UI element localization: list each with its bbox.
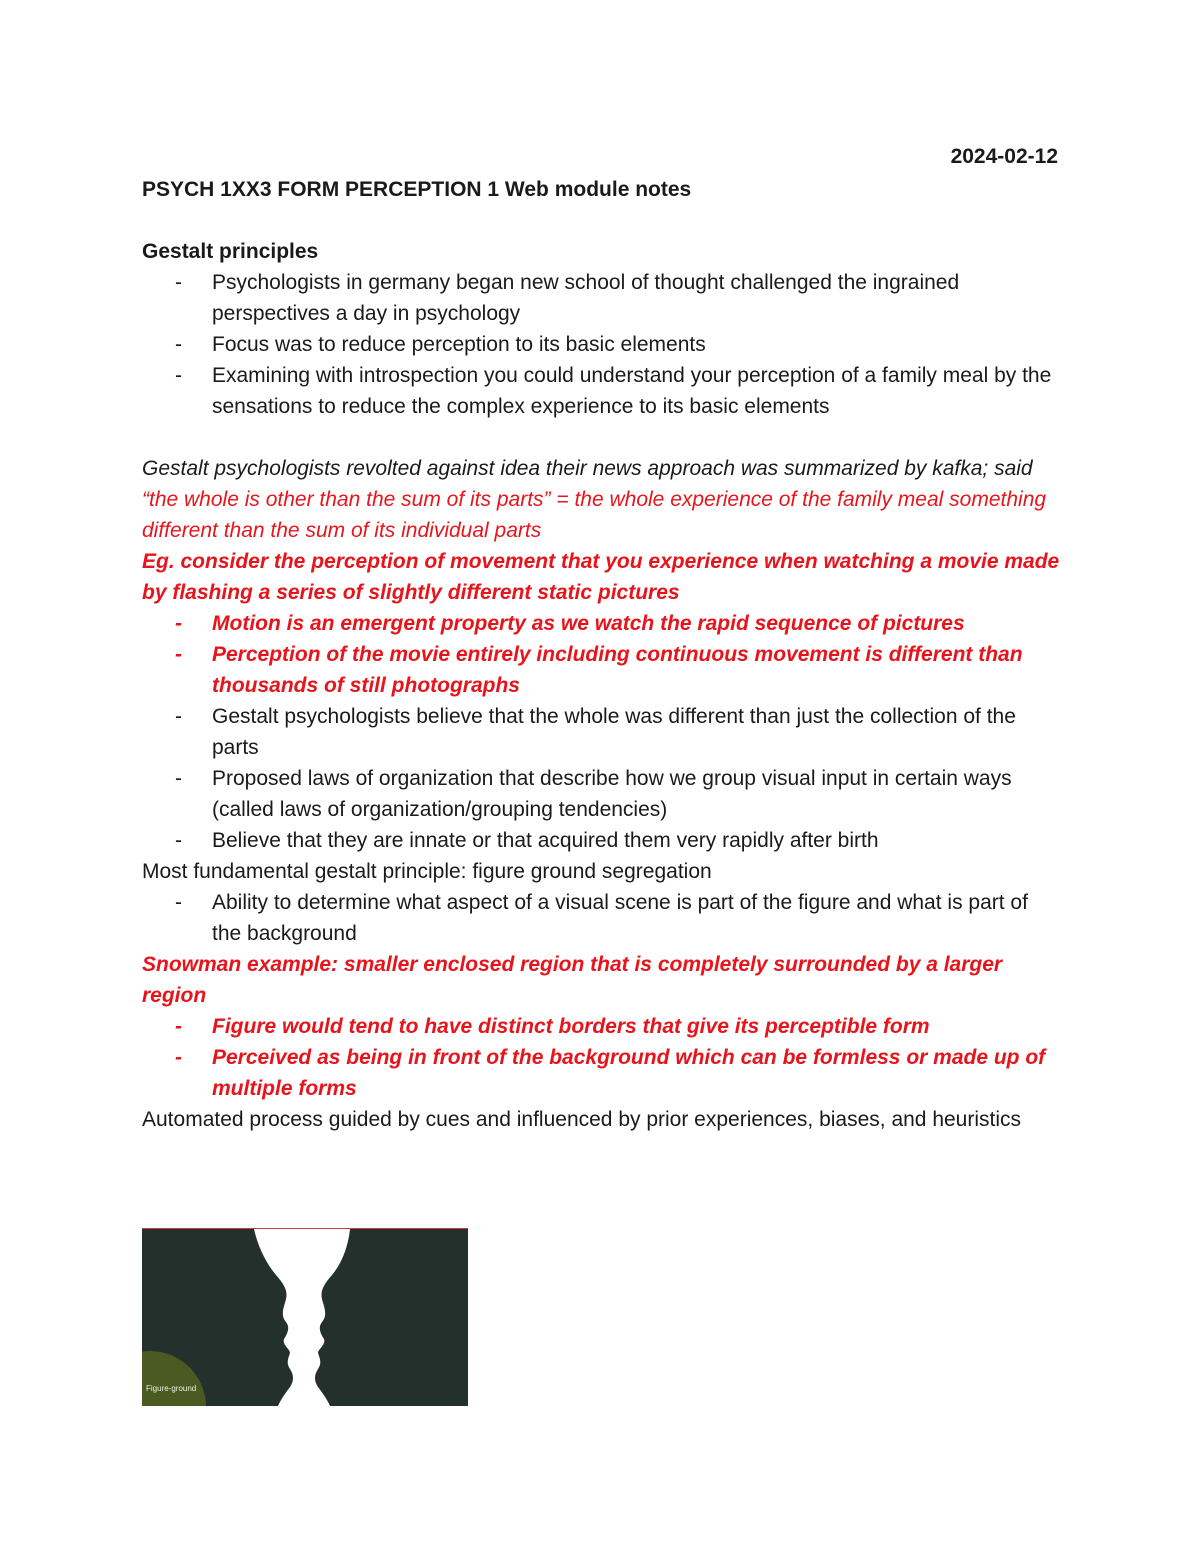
section-heading: Gestalt principles bbox=[142, 240, 319, 263]
list-item: - Focus was to reduce perception to its basic elements bbox=[142, 329, 1062, 360]
bullet-list-3 bbox=[142, 887, 1062, 949]
figure-label: Figure-ground bbox=[146, 1384, 197, 1393]
movie-example: Eg. consider the perception of movement that you experience when watching a movie made by flashing a series of slightly different static pictures bbox=[142, 550, 1060, 604]
bullet-dash: - bbox=[175, 364, 182, 387]
snowman-example: Snowman example: smaller enclosed region that is completely surrounded by a larger region bbox=[142, 953, 1003, 1007]
bullet-dash: - bbox=[175, 767, 182, 790]
bullet-dash: - bbox=[175, 891, 182, 914]
bullet-dash: - bbox=[175, 271, 182, 294]
bullet-dash: - bbox=[175, 643, 182, 666]
bullet-dash: - bbox=[175, 705, 182, 728]
bullet-list-1 bbox=[142, 267, 1062, 422]
bullet-list-2 bbox=[142, 701, 1062, 856]
bullet-dash: - bbox=[175, 1046, 182, 1069]
list-item: - Ability to determine what aspect of a visual scene is part of the figure and what is part of the background bbox=[142, 887, 1062, 949]
figure-ground-image bbox=[142, 1228, 468, 1406]
bullet-dash: - bbox=[175, 333, 182, 356]
list-item: - Perceived as being in front of the background which can be formless or made up of multiple forms bbox=[142, 1042, 1062, 1104]
list-item: - Perception of the movie entirely including continuous movement is different than thousands of still photographs bbox=[142, 639, 1062, 701]
bullet-dash: - bbox=[175, 612, 182, 635]
list-item: - Psychologists in germany began new school of thought challenged the ingrained perspectives a day in psychology bbox=[142, 267, 1062, 329]
document-content bbox=[142, 174, 1062, 1135]
list-item: - Examining with introspection you could understand your perception of a family meal by the sensations to reduce the complex experience to its basic elements bbox=[142, 360, 1062, 422]
list-item: - Believe that they are innate or that acquired them very rapidly after birth bbox=[142, 825, 1062, 856]
fundamental-principle: Most fundamental gestalt principle: figure ground segregation bbox=[142, 860, 712, 883]
vase-faces-illustration bbox=[142, 1229, 468, 1406]
list-item: - Motion is an emergent property as we watch the rapid sequence of pictures bbox=[142, 608, 1062, 639]
bullet-dash: - bbox=[175, 829, 182, 852]
bullet-dash: - bbox=[175, 1015, 182, 1038]
red-bullet-list-1 bbox=[142, 608, 1062, 701]
document-date: 2024-02-12 bbox=[950, 145, 1058, 168]
list-item: - Proposed laws of organization that describe how we group visual input in certain ways (called laws of organization/grouping tendencies) bbox=[142, 763, 1062, 825]
kafka-quote: “the whole is other than the sum of its parts” = the whole experience of the family meal something different than the sum of its individual parts bbox=[142, 488, 1047, 542]
kafka-paragraph: Gestalt psychologists revolted against idea their news approach was summarized by kafka; said “the whole is other than the sum of its parts” = the whole experience of the family meal something different than the sum of its individual parts bbox=[142, 457, 1047, 542]
document-title: PSYCH 1XX3 FORM PERCEPTION 1 Web module notes bbox=[142, 178, 692, 201]
automated-process: Automated process guided by cues and influenced by prior experiences, biases, and heuristics bbox=[142, 1108, 1022, 1131]
list-item: - Figure would tend to have distinct borders that give its perceptible form bbox=[142, 1011, 1062, 1042]
red-bullet-list-2 bbox=[142, 1011, 1062, 1104]
list-item: - Gestalt psychologists believe that the whole was different than just the collection of the parts bbox=[142, 701, 1062, 763]
